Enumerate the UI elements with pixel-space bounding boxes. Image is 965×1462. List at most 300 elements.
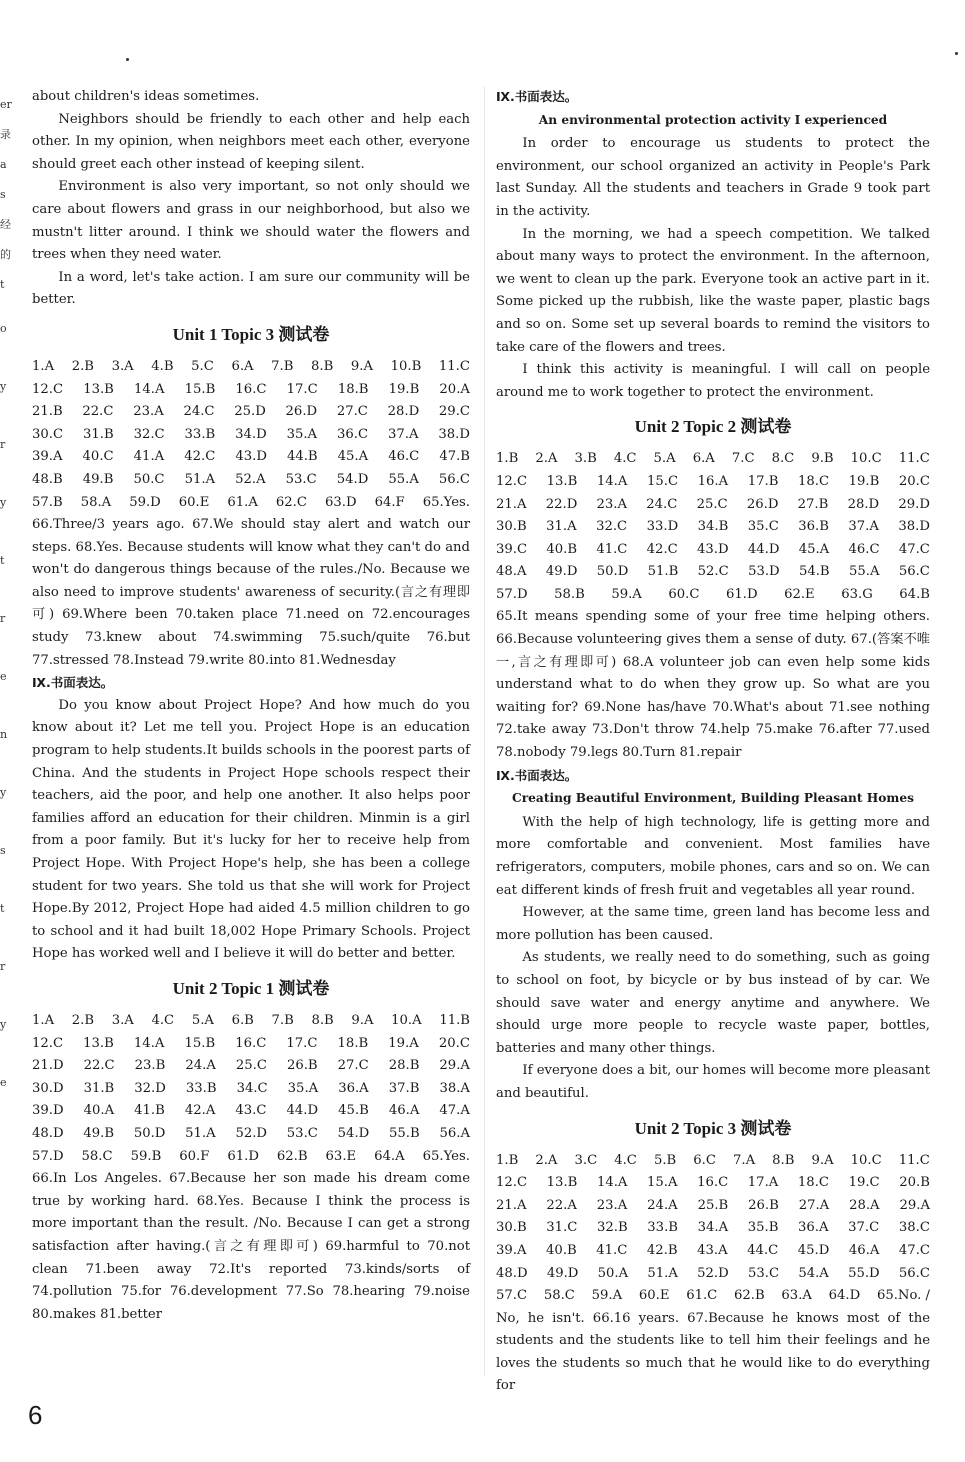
u2t1-title: Unit 2 Topic 1 测试卷 <box>172 978 330 998</box>
answer-cell: 57.D <box>496 586 528 602</box>
answer-cell: 44.D <box>747 541 780 557</box>
answer-cell: 56.C <box>898 1265 930 1281</box>
answer-cell: 1.A <box>32 358 55 374</box>
answer-cell: 60.E <box>178 494 210 510</box>
answer-cell: 55.A <box>848 564 880 580</box>
answer-cell: 38.C <box>898 1220 930 1236</box>
answer-cell: 1.A <box>32 1012 55 1028</box>
answer-cell: 9.A <box>350 358 373 374</box>
answer-row <box>32 1033 470 1056</box>
answer-cell: 14.A <box>596 1175 628 1191</box>
right-essay-para-1: In order to encourage us students to protect the environment, our school organized an activity in People's Park last Sunday. All the students and teachers in Grade 9 took part in the activity. <box>496 136 930 219</box>
right-essay-title: An environmental protection activity I experienced <box>538 112 888 127</box>
answer-cell: 36.A <box>798 1220 829 1236</box>
answer-cell: 33.D <box>646 519 679 535</box>
answer-cell: 38.A <box>439 1080 470 1096</box>
answer-cell: 16.C <box>235 381 267 397</box>
answer-cell: 34.C <box>236 1080 268 1096</box>
answer-cell: 40.A <box>83 1103 115 1119</box>
answer-cell: 6.A <box>692 451 715 467</box>
u2t2-writing-label: Ⅸ.书面表达。 <box>496 767 578 783</box>
answer-cell: 14.A <box>133 1035 165 1051</box>
answer-cell: 23.B <box>134 1058 166 1074</box>
answer-row <box>32 1055 470 1078</box>
answer-cell: 3.A <box>111 358 134 374</box>
answer-cell: 35.B <box>747 1220 779 1236</box>
answer-cell: 39.A <box>496 1242 527 1258</box>
scan-speck <box>955 52 958 55</box>
left-margin-fragments <box>0 90 12 1112</box>
answer-cell: 20.B <box>899 1175 930 1191</box>
answer-cell: 22.D <box>545 496 578 512</box>
answer-cell: 40.B <box>546 1242 577 1258</box>
answer-cell: 43.C <box>235 1103 267 1119</box>
answer-cell: 15.A <box>647 1175 678 1191</box>
answer-cell: 11.C <box>438 358 470 374</box>
answer-cell: 3.B <box>574 451 597 467</box>
answer-cell: 38.D <box>438 426 470 442</box>
answer-cell: 49.D <box>545 564 578 580</box>
answer-cell: 27.C <box>336 404 368 420</box>
answer-cell: 20.C <box>898 473 930 489</box>
answer-cell: 17.C <box>286 1035 318 1051</box>
answer-cell: 31.A <box>546 519 577 535</box>
answer-cell: 43.A <box>697 1242 728 1258</box>
answer-row <box>32 1010 470 1033</box>
answer-cell: 2.B <box>71 1012 95 1028</box>
answer-cell: 23.A <box>133 404 164 420</box>
answer-row <box>496 1217 930 1240</box>
u1t3-answer-grid <box>32 356 470 514</box>
answer-row <box>496 1150 930 1173</box>
answer-cell: 61.D <box>227 1148 259 1164</box>
scan-speck <box>126 58 129 61</box>
answer-cell: 12.C <box>496 1175 528 1191</box>
answer-cell: 10.A <box>391 1012 422 1028</box>
answer-cell: 39.D <box>32 1103 64 1119</box>
answer-cell: 9.A <box>811 1152 834 1168</box>
answer-row <box>496 448 930 471</box>
answer-cell: 49.B <box>82 471 114 487</box>
answer-cell: 43.D <box>697 541 729 557</box>
answer-cell: 50.D <box>596 564 629 580</box>
answer-cell: 61.D <box>725 586 758 602</box>
answer-cell: 63.A <box>781 1288 812 1304</box>
answer-cell: 21.A <box>496 496 527 512</box>
answer-cell: 15.B <box>184 1035 216 1051</box>
right-essay-para-3: I think this activity is meaningful. I will call on people around me to work together to protect the environment. <box>496 362 930 400</box>
answer-row <box>32 379 470 402</box>
answer-cell: 19.B <box>848 473 880 489</box>
margin-fragment: y <box>0 786 7 799</box>
answer-cell: 29.A <box>439 1058 470 1074</box>
answer-cell: 58.C <box>81 1148 113 1164</box>
answer-cell: 41.A <box>133 449 165 465</box>
answer-cell: 44.B <box>286 449 318 465</box>
answer-cell: 36.A <box>338 1080 369 1096</box>
answer-cell: 51.B <box>647 564 679 580</box>
answer-cell: 15.C <box>646 473 679 489</box>
answer-cell: 32.C <box>133 426 165 442</box>
answer-cell: 37.A <box>848 519 879 535</box>
margin-fragment: er <box>0 98 12 111</box>
answer-cell: 10.C <box>850 1152 882 1168</box>
u2t1-answer-grid <box>32 1010 470 1168</box>
answer-cell: 23.A <box>596 1197 628 1213</box>
answer-cell: 47.A <box>439 1103 470 1119</box>
answer-cell: 48.A <box>496 564 527 580</box>
answer-cell: 1.B <box>496 451 519 467</box>
u2t2-answer-grid <box>496 448 930 606</box>
answer-row <box>496 1240 930 1263</box>
answer-cell: 42.C <box>184 449 216 465</box>
answer-cell: 13.B <box>546 1175 578 1191</box>
answer-cell: 26.B <box>748 1197 779 1213</box>
answer-cell: 60.F <box>179 1148 210 1164</box>
u1t3-open-answers: 66.Three/3 years ago. 67.We should stay alert and watch our steps. 68.Yes. Because students will know what they can't do and won't do dangerous things because of the rules./No. Because we also need to improve students' awareness of security.(言之有理即可) 69.Where been 70.taken place 71.need on 72.encourages study 73.knew about 74.swimming 75.such/quite 76.but 77.stressed 78.Instead 79.write 80.into 81.Wednesday <box>32 517 470 668</box>
answer-cell: 41.C <box>596 1242 628 1258</box>
answer-cell: 2.A <box>535 1152 558 1168</box>
answer-cell: 29.C <box>438 404 470 420</box>
answer-cell: 37.A <box>387 426 419 442</box>
answer-cell: 24.C <box>183 404 215 420</box>
answer-cell: 17.B <box>747 473 779 489</box>
margin-fragment: e <box>0 1076 7 1089</box>
u1t3-title: Unit 1 Topic 3 测试卷 <box>172 324 330 344</box>
answer-row <box>496 584 930 607</box>
answer-cell: 18.C <box>797 473 830 489</box>
answer-cell: 33.B <box>185 1080 217 1096</box>
u2t3-title: Unit 2 Topic 3 测试卷 <box>634 1118 792 1138</box>
answer-cell: 7.C <box>731 451 755 467</box>
margin-fragment: r <box>0 960 6 973</box>
intro-para-4: In a word, let's take action. I am sure our community will be better. <box>32 269 470 308</box>
answer-cell: 20.C <box>438 1035 470 1051</box>
answer-cell: 35.A <box>286 426 318 442</box>
answer-cell: 63.G <box>841 586 873 602</box>
answer-cell: 2.A <box>535 451 558 467</box>
answer-cell: 57.C <box>496 1288 528 1304</box>
answer-row <box>496 1172 930 1195</box>
answer-cell: 57.B <box>32 494 63 510</box>
answer-cell: 54.D <box>337 1125 370 1141</box>
margin-fragment: 的 <box>0 248 11 261</box>
answer-cell: 56.A <box>439 1125 470 1141</box>
answer-cell: 17.A <box>747 1175 779 1191</box>
answer-cell: 22.A <box>546 1197 577 1213</box>
answer-cell: 64.F <box>374 494 405 510</box>
answer-cell: 64.D <box>828 1288 861 1304</box>
page-number: 6 <box>28 1400 43 1430</box>
answer-row <box>496 1285 930 1308</box>
answer-cell: 50.D <box>133 1125 166 1141</box>
right-column <box>496 86 930 1398</box>
answer-row <box>496 516 930 539</box>
answer-cell: 39.A <box>32 449 63 465</box>
answer-cell: 9.B <box>811 451 834 467</box>
answer-cell: 37.B <box>388 1080 420 1096</box>
answer-cell: 55.B <box>389 1125 420 1141</box>
answer-cell: 24.C <box>646 496 678 512</box>
answer-cell: 65.No. / <box>876 1288 930 1304</box>
answer-cell: 5.A <box>653 451 676 467</box>
margin-fragment: 经 <box>0 218 11 231</box>
answer-cell: 3.C <box>574 1152 598 1168</box>
answer-row <box>496 494 930 517</box>
answer-cell: 65.Yes. <box>422 494 470 510</box>
answer-cell: 6.B <box>231 1012 254 1028</box>
answer-cell: 4.C <box>613 451 637 467</box>
intro-para-1: about children's ideas sometimes. <box>32 89 260 104</box>
answer-cell: 30.D <box>32 1080 64 1096</box>
margin-fragment: r <box>0 612 6 625</box>
answer-cell: 5.B <box>653 1152 677 1168</box>
u1t3-writing-label: Ⅸ.书面表达。 <box>32 675 114 691</box>
answer-cell: 29.D <box>898 496 930 512</box>
answer-cell: 50.C <box>133 471 165 487</box>
answer-cell: 51.A <box>185 1125 216 1141</box>
right-essay-para-2: In the morning, we had a speech competition. We talked about many ways to protect the environment. In the afternoon, we went to clean up the park. Everyone took an active part in it. Some picked up the rubbish, like the waste paper, plastic bags and so on. Some set up several boards to remind the visitors to take care of the flowers and trees. <box>496 226 930 355</box>
answer-cell: 65.Yes. <box>422 1148 470 1164</box>
answer-cell: 53.C <box>286 1125 318 1141</box>
answer-cell: 26.D <box>285 404 318 420</box>
answer-row <box>496 1263 930 1286</box>
answer-cell: 56.C <box>438 471 470 487</box>
answer-cell: 44.C <box>747 1242 779 1258</box>
answer-cell: 48.D <box>496 1265 528 1281</box>
answer-cell: 3.A <box>111 1012 134 1028</box>
answer-cell: 58.C <box>543 1288 575 1304</box>
margin-fragment: 录 <box>0 128 11 141</box>
answer-row <box>496 471 930 494</box>
margin-fragment: y <box>0 496 7 509</box>
intro-para-2: Neighbors should be friendly to each other and help each other. In my opinion, when neighbors meet each other, everyone should greet each other instead of keeping silent. <box>32 111 470 172</box>
answer-cell: 52.D <box>235 1125 267 1141</box>
answer-cell: 11.C <box>898 1152 930 1168</box>
answer-cell: 47.C <box>898 1242 930 1258</box>
answer-cell: 60.C <box>668 586 700 602</box>
answer-cell: 49.B <box>83 1125 115 1141</box>
answer-cell: 59.D <box>129 494 161 510</box>
answer-cell: 54.A <box>798 1265 829 1281</box>
answer-cell: 1.B <box>496 1152 519 1168</box>
answer-cell: 14.A <box>596 473 628 489</box>
answer-row <box>32 1078 470 1101</box>
column-divider <box>484 86 485 1376</box>
answer-cell: 11.C <box>898 451 930 467</box>
answer-cell: 63.D <box>325 494 357 510</box>
answer-cell: 10.C <box>850 451 882 467</box>
answer-cell: 59.B <box>130 1148 162 1164</box>
u2t3-open-answers: No, he isn't. 66.16 years. 67.Because he knows most of the students and the students like to tell him their feelings and he loves the students so much that he would like to do everything for <box>496 1310 930 1394</box>
answer-row <box>32 1146 470 1169</box>
answer-cell: 21.B <box>32 404 63 420</box>
right-writing-label: Ⅸ.书面表达。 <box>496 89 578 104</box>
margin-fragment: o <box>0 322 7 335</box>
answer-cell: 62.E <box>784 586 815 602</box>
answer-row <box>32 469 470 492</box>
answer-cell: 45.A <box>337 449 369 465</box>
answer-cell: 53.C <box>285 471 317 487</box>
answer-cell: 40.C <box>82 449 114 465</box>
u2t1-open-answers: 66.In Los Angeles. 67.Because her son made his dream come true by working hard. 68.Yes. Because I think the process is more important than the result. /No. Because I can get a strong satisfaction after having.(言之有理即可) 69.harmful to 70.not clean 71.been away 72.It's reported 73.kinds/sorts of 74.pollution 75.for 76.development 77.So 78.hearing 79.noise 80.makes 81.better <box>32 1171 470 1322</box>
answer-cell: 20.A <box>439 381 470 397</box>
answer-cell: 61.A <box>227 494 258 510</box>
answer-cell: 62.B <box>734 1288 765 1304</box>
answer-cell: 18.B <box>337 1035 369 1051</box>
answer-cell: 9.A <box>351 1012 374 1028</box>
answer-row <box>32 446 470 469</box>
u2t3-answer-grid <box>496 1150 930 1308</box>
answer-cell: 52.D <box>697 1265 729 1281</box>
answer-cell: 25.D <box>234 404 266 420</box>
answer-cell: 31.C <box>546 1220 578 1236</box>
answer-cell: 46.A <box>848 1242 880 1258</box>
answer-row <box>32 1100 470 1123</box>
answer-cell: 45.D <box>797 1242 830 1258</box>
answer-cell: 42.A <box>184 1103 216 1119</box>
answer-cell: 19.B <box>388 381 420 397</box>
answer-cell: 8.B <box>772 1152 795 1168</box>
answer-cell: 36.C <box>336 426 369 442</box>
answer-cell: 37.C <box>848 1220 880 1236</box>
answer-cell: 52.A <box>235 471 266 487</box>
answer-cell: 64.A <box>374 1148 405 1164</box>
answer-cell: 58.A <box>80 494 112 510</box>
answer-cell: 14.A <box>134 381 165 397</box>
answer-cell: 12.C <box>32 381 64 397</box>
answer-cell: 59.A <box>591 1288 623 1304</box>
answer-cell: 33.B <box>184 426 216 442</box>
answer-cell: 2.B <box>71 358 94 374</box>
answer-cell: 28.D <box>847 496 880 512</box>
answer-cell: 59.A <box>611 586 642 602</box>
answer-cell: 46.A <box>388 1103 420 1119</box>
answer-cell: 21.D <box>32 1058 64 1074</box>
u2t2-title: Unit 2 Topic 2 测试卷 <box>634 417 792 437</box>
answer-cell: 13.B <box>546 473 578 489</box>
answer-cell: 25.B <box>697 1197 729 1213</box>
answer-cell: 28.D <box>387 404 420 420</box>
answer-cell: 58.B <box>554 586 585 602</box>
answer-cell: 33.B <box>647 1220 678 1236</box>
margin-fragment: t <box>0 554 5 567</box>
answer-cell: 30.B <box>496 519 527 535</box>
margin-fragment: t <box>0 902 5 915</box>
answer-cell: 57.D <box>32 1148 64 1164</box>
answer-cell: 32.D <box>134 1080 166 1096</box>
answer-cell: 38.D <box>898 519 930 535</box>
answer-cell: 27.B <box>797 496 829 512</box>
answer-cell: 45.A <box>798 541 830 557</box>
answer-cell: 31.B <box>82 426 114 442</box>
answer-cell: 24.A <box>185 1058 216 1074</box>
intro-para-3: Environment is also very important, so not only should we care about flowers and grass in our neighborhood, but also we mustn't litter around. I think we should water the flowers and trees when they need water. <box>32 179 470 263</box>
answer-cell: 18.C <box>797 1175 829 1191</box>
answer-cell: 51.A <box>647 1265 678 1281</box>
answer-cell: 49.D <box>546 1265 579 1281</box>
answer-row <box>32 424 470 447</box>
answer-cell: 21.A <box>496 1197 527 1213</box>
answer-row <box>32 401 470 424</box>
answer-cell: 22.C <box>82 404 114 420</box>
answer-cell: 16.C <box>235 1035 267 1051</box>
answer-cell: 5.C <box>191 358 214 374</box>
u2t2-essay-para-4: If everyone does a bit, our homes will become more pleasant and beautiful. <box>496 1063 930 1101</box>
u2t2-essay-para-2: However, at the same time, green land has become less and more pollution has been caused. <box>496 905 930 943</box>
answer-cell: 55.D <box>848 1265 880 1281</box>
answer-cell: 24.A <box>647 1197 678 1213</box>
answer-cell: 26.D <box>746 496 779 512</box>
answer-cell: 12.C <box>32 1035 64 1051</box>
u1t3-essay: Do you know about Project Hope? And how much do you know about it? Let me tell you. Project Hope is an education program to help students.It builds schools in the poorest parts of China. And the students in Project Hope schools respect their teachers, aid the poor, and help one another. It also helps poor families afford an education for their children. Minmin is a girl from a poor family. But it's lucky for her to receive help from Project Hope. With Project Hope's help, she has been a college student for two years. She told us that she will work for Project Hope.By 2012, Project Hope had aided 4.5 million children to go to school and it had built 18,002 Hope Primary Schools. Project Hope has worked well and I believe it will do better and better. <box>32 697 470 962</box>
answer-cell: 54.D <box>336 471 369 487</box>
answer-cell: 4.B <box>151 358 174 374</box>
answer-cell: 47.C <box>898 541 930 557</box>
answer-cell: 23.A <box>596 496 628 512</box>
margin-fragment: y <box>0 1018 7 1031</box>
answer-cell: 41.C <box>596 541 628 557</box>
answer-cell: 7.B <box>271 1012 294 1028</box>
margin-fragment: s <box>0 188 6 201</box>
answer-cell: 11.B <box>439 1012 470 1028</box>
answer-cell: 39.C <box>496 541 528 557</box>
answer-cell: 41.B <box>134 1103 165 1119</box>
answer-cell: 10.B <box>390 358 422 374</box>
answer-cell: 6.A <box>231 358 254 374</box>
answer-cell: 25.C <box>235 1058 267 1074</box>
left-column <box>32 86 470 1326</box>
answer-cell: 47.B <box>439 449 470 465</box>
answer-cell: 26.B <box>286 1058 318 1074</box>
answer-cell: 40.B <box>546 541 578 557</box>
answer-cell: 13.B <box>83 381 114 397</box>
answer-cell: 52.C <box>697 564 729 580</box>
answer-cell: 53.C <box>747 1265 780 1281</box>
answer-cell: 5.A <box>191 1012 214 1028</box>
answer-cell: 50.A <box>597 1265 629 1281</box>
answer-cell: 42.B <box>646 1242 678 1258</box>
answer-cell: 6.C <box>693 1152 716 1168</box>
answer-cell: 34.B <box>697 519 729 535</box>
answer-cell: 45.B <box>338 1103 369 1119</box>
answer-cell: 55.A <box>388 471 419 487</box>
answer-cell: 34.D <box>235 426 267 442</box>
answer-cell: 36.B <box>798 519 829 535</box>
answer-cell: 31.B <box>83 1080 115 1096</box>
margin-fragment: a <box>0 158 7 171</box>
answer-cell: 32.C <box>596 519 628 535</box>
answer-cell: 12.C <box>496 473 528 489</box>
margin-fragment: y <box>0 380 7 393</box>
answer-cell: 35.A <box>287 1080 319 1096</box>
answer-row <box>496 539 930 562</box>
margin-fragment: n <box>0 728 8 741</box>
answer-cell: 34.A <box>697 1220 729 1236</box>
answer-cell: 8.C <box>771 451 795 467</box>
answer-cell: 16.A <box>697 473 729 489</box>
u2t2-essay-para-3: As students, we really need to do something, such as going to school on foot, by bicycle or by bus instead of by car. We should save water and energy anytime and anywhere. We should urge more people to recycle waste paper, bottles, batteries and many other things. <box>496 950 930 1056</box>
answer-cell: 25.C <box>696 496 728 512</box>
answer-cell: 19.C <box>848 1175 880 1191</box>
u2t2-open-answers: 65.It means spending some of your free time helping others. 66.Because volunteering gives them a sense of duty. 67.(答案不唯一,言之有理即可) 68.A volunteer job can even help some kids understand what to do when they grow up. So what are you waiting for? 69.None has/have 70.What's about 71.see nothing 72.take away 73.Don't throw 74.help 75.make 76.after 77.used 78.nobody 79.legs 80.Turn 81.repair <box>496 609 930 761</box>
answer-cell: 8.B <box>311 1012 334 1028</box>
answer-cell: 51.A <box>184 471 216 487</box>
answer-cell: 46.C <box>388 449 420 465</box>
answer-cell: 62.B <box>276 1148 308 1164</box>
answer-cell: 61.C <box>686 1288 718 1304</box>
answer-cell: 63.E <box>325 1148 357 1164</box>
